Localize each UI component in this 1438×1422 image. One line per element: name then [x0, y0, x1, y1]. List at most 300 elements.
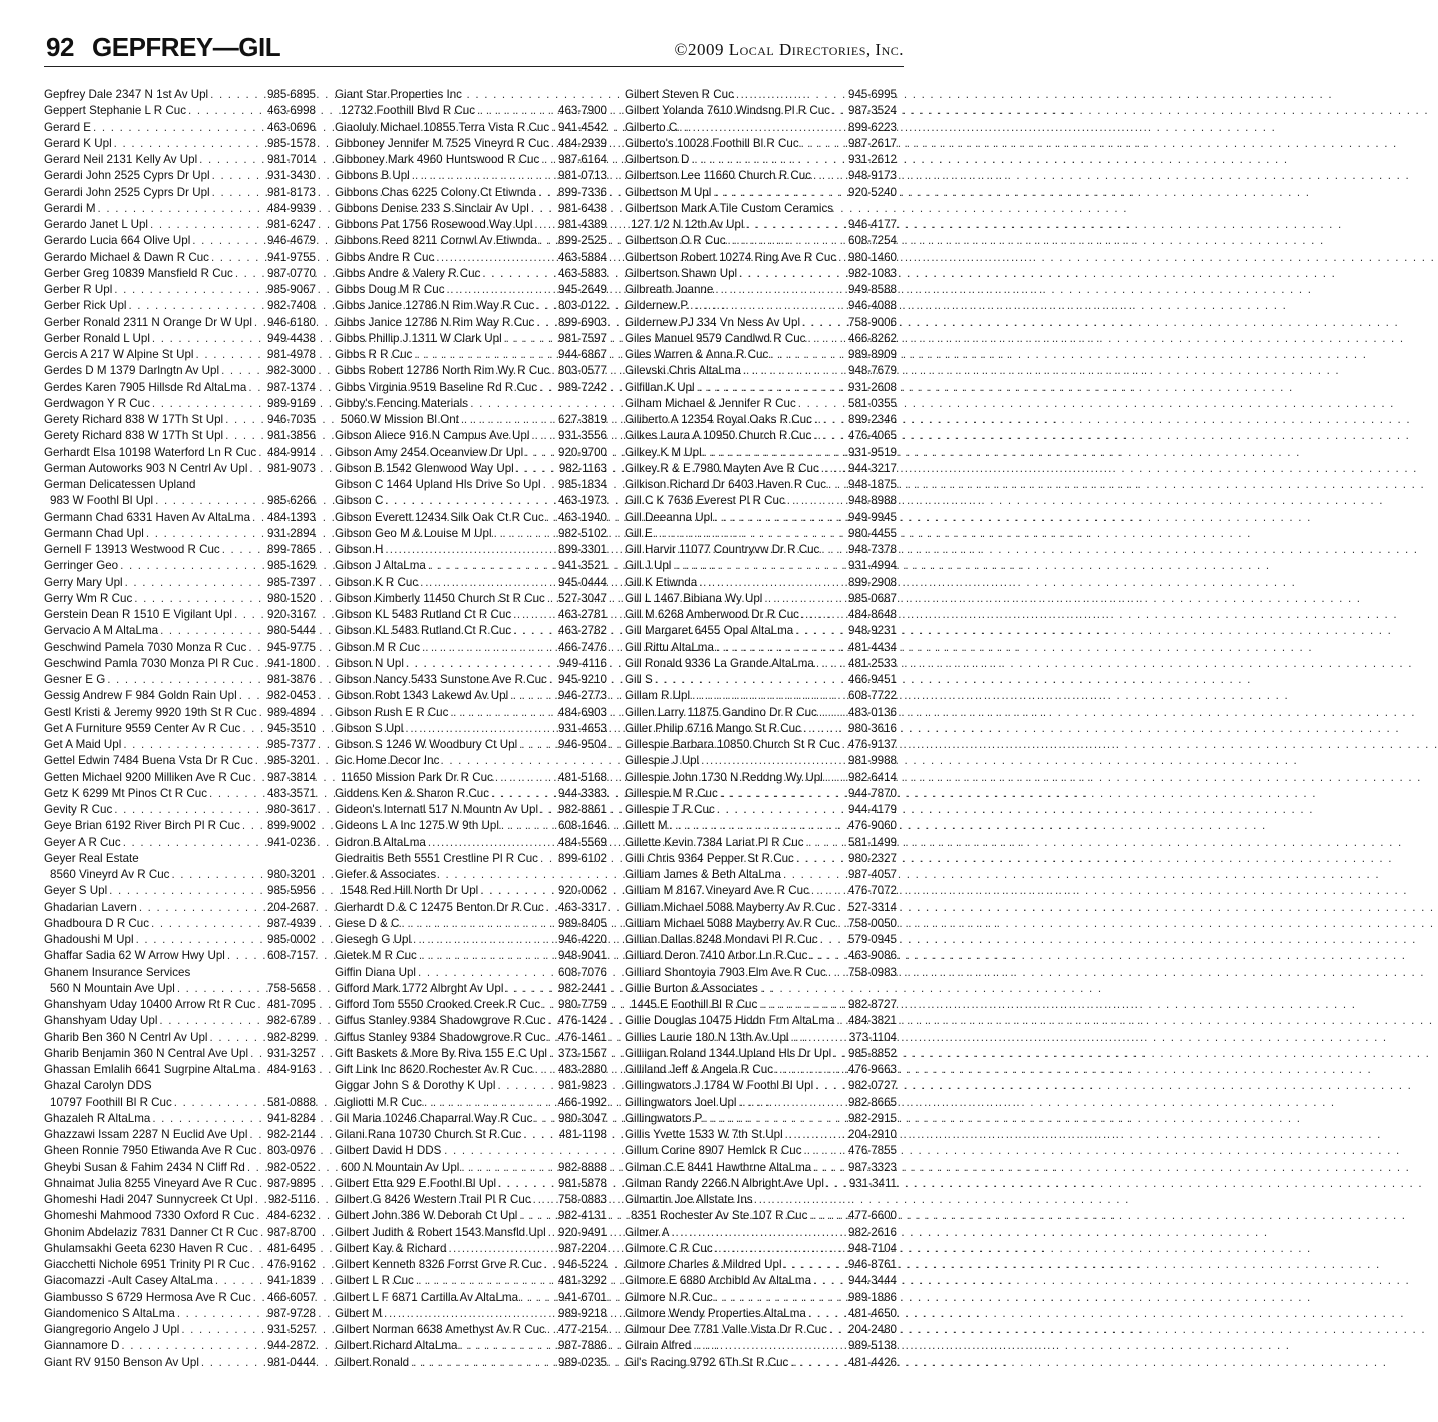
listing-phone: 803-0122: [558, 299, 607, 313]
dot-leader: [157, 1013, 267, 1029]
listing-phone: 989-8909: [848, 348, 897, 361]
listing-phone: 980-1460: [848, 250, 897, 264]
listing-name: Gibboney Jennifer M 7525 Vineyrd R Cuc: [335, 136, 549, 150]
listing-entry: [335, 818, 607, 834]
listing-phone: 989-5138: [848, 1339, 897, 1353]
listing-name: Gilmartin Joe Allstate Ins: [625, 1193, 753, 1206]
dot-leader: [426, 835, 558, 851]
listing-entry: [625, 477, 897, 493]
listing-name: Germann Chad Upl: [44, 526, 144, 540]
listing-phone: 987-3323: [848, 1160, 897, 1174]
listing-phone: 463-1940: [558, 510, 607, 524]
listing-entry: [44, 770, 316, 786]
listing-entry: [625, 916, 897, 932]
dot-leader: [544, 510, 558, 526]
listing-entry: [335, 233, 607, 249]
listing-entry: [335, 1306, 607, 1322]
listing-name: Giangregorio Angelo J Upl: [44, 1323, 180, 1336]
dot-leader: [253, 753, 267, 769]
listing-entry: [44, 981, 316, 997]
dot-leader: [514, 461, 559, 477]
page-number: 92: [46, 32, 74, 62]
listing-phone: 484-1393: [267, 510, 316, 524]
listing-phone: 985-5956: [267, 884, 316, 898]
listing-phone: 946-9504: [558, 738, 607, 751]
dot-leader: [121, 737, 267, 753]
listing-entry: [625, 1257, 897, 1273]
listing-entry: [335, 900, 607, 916]
listing-name: Giaoluly Michael 10855 Terra Vista R Cuc: [335, 120, 550, 134]
listing-heading: [44, 477, 316, 493]
listing-entry: [625, 1208, 897, 1224]
listing-phone: 476-9162: [267, 1258, 316, 1271]
dot-leader: [699, 753, 848, 769]
listing-phone: 945-3510: [267, 721, 316, 735]
dot-leader: [711, 185, 848, 201]
listing-entry: [335, 493, 607, 509]
dot-leader: [549, 120, 558, 136]
dot-leader: [383, 493, 558, 509]
listing-entry: [335, 201, 607, 217]
listing-phone: 463-2782: [558, 624, 607, 638]
listing-entry: [44, 1290, 316, 1306]
listing-phone: 985-0002: [267, 933, 316, 946]
listing-name: Ghadarian Lavern: [44, 900, 137, 914]
listing-name: Gilbert Kay & Richard: [335, 1241, 447, 1255]
listing-entry: [44, 607, 316, 623]
listing-entry: [335, 623, 607, 639]
listing-name: Gillespie Barbara 10850 Church St R Cuc: [625, 738, 840, 751]
dot-leader: [207, 786, 267, 802]
dot-leader: [826, 477, 848, 493]
listing-name: 11650 Mission Park Dr R Cuc: [341, 770, 493, 784]
listing-phone: 463-1973: [558, 494, 607, 508]
dot-leader: [796, 396, 848, 412]
listing-entry: [44, 1095, 316, 1111]
dot-leader: [538, 851, 558, 867]
listing-phone: 948-9231: [848, 624, 897, 638]
listing-phone: 982-6414: [848, 770, 897, 784]
listing-name: Gessig Andrew F 984 Goldn Rain Upl: [44, 689, 237, 703]
listing-name: Gilliam James & Beth AltaLma: [625, 868, 781, 881]
dot-leader: [121, 835, 267, 851]
listing-name: Giefer & Associates: [335, 868, 437, 881]
listing-name: Gerard E: [44, 120, 92, 134]
listing-heading: [335, 867, 607, 883]
listing-phone: 477-6600: [848, 1209, 897, 1223]
listing-entry: [335, 1338, 607, 1354]
listing-name: Giffus Stanley 9384 Shadowgrove R Cuc: [335, 1030, 546, 1044]
listing-name: Gill S: [625, 673, 653, 686]
listing-phone: 463-5884: [558, 250, 607, 264]
listing-name: Getten Michael 9200 Milliken Ave R Cuc: [44, 770, 251, 784]
listing-phone: 948-9041: [558, 949, 607, 963]
dot-leader: [190, 233, 267, 249]
dot-leader: [175, 1306, 267, 1322]
listing-phone: 982-8861: [558, 803, 607, 816]
listing-entry: [625, 851, 897, 867]
listing-name: Gilbert L F 6871 Cartilla Av AltaLma: [335, 1290, 519, 1304]
dot-leader: [782, 1257, 848, 1273]
listing-entry: [335, 168, 607, 184]
listing-name: Ghulamsakhi Geeta 6230 Haven R Cuc: [44, 1241, 248, 1255]
dot-leader: [788, 1355, 848, 1371]
listing-entry: [44, 266, 316, 282]
listing-entry: [335, 997, 607, 1013]
listing-entry: [625, 883, 897, 899]
listing-name: Gerety Richard 838 W 17Th St Upl: [44, 429, 224, 443]
listing-phone: 204-2910: [848, 1128, 897, 1141]
listing-entry: [335, 932, 607, 948]
dot-leader: [434, 250, 558, 266]
listing-entry: [625, 965, 897, 981]
listing-name: Gibson Nancy 5433 Sunstone Ave R Cuc: [335, 673, 547, 686]
listing-name: Gilliard Deron 7410 Arbor Ln R Cuc: [625, 949, 808, 963]
listing-entry: [625, 802, 897, 818]
dot-leader: [533, 1062, 558, 1078]
dot-leader: [150, 396, 267, 412]
dot-leader: [547, 672, 558, 688]
dot-leader: [688, 298, 848, 314]
listing-entry: [625, 510, 897, 526]
listing-name: Gierhardt D & C 12475 Benton Dr R Cuc: [335, 900, 544, 914]
listing-name: Gill L 1467 Bibiana Wy Upl: [625, 591, 763, 605]
listing-name: Gervacio A M AltaLma: [44, 624, 159, 638]
listing-entry: [335, 298, 607, 314]
listing-entry: [625, 1143, 897, 1159]
listing-phone: 944-7870: [848, 786, 897, 800]
listing-entry: [44, 201, 316, 217]
listing-name: Gilrain Alfred: [625, 1339, 692, 1353]
listing-phone: 608-1646: [558, 819, 607, 833]
dot-leader: [210, 185, 267, 201]
listing-name: Giles Warren & Anna R Cuc: [625, 348, 769, 361]
listing-phone: 931-5257: [267, 1323, 316, 1336]
listing-entry: [44, 1111, 316, 1127]
listing-phone: 608-7254: [848, 234, 897, 248]
listing-phone: 987-3814: [267, 770, 316, 784]
dot-leader: [809, 883, 848, 899]
listing-entry: [44, 591, 316, 607]
listing-phone: 985-0687: [848, 591, 897, 605]
listing-name: Gibson C: [335, 494, 384, 508]
listing-name: Ghazal Carolyn DDS: [44, 1079, 152, 1093]
listing-phone: 982-2616: [848, 1225, 897, 1239]
listing-name: Gilbert Yolanda 7610 Windsng Pl R Cuc: [625, 104, 830, 118]
listing-phone: 758-0883: [558, 1193, 607, 1206]
listing-name: Gibbs Robert 12786 North Rim Wy R Cuc: [335, 364, 550, 378]
listing-entry: [44, 461, 316, 477]
dot-leader: [232, 607, 267, 623]
dot-leader: [256, 1143, 267, 1159]
listing-entry: [44, 217, 316, 233]
dot-leader: [653, 526, 848, 542]
listing-entry: [335, 802, 607, 818]
listing-entry: [625, 298, 897, 314]
listing-name: Gic Home Decor Inc: [335, 754, 440, 768]
dot-leader: [518, 1290, 558, 1306]
listing-name: Ghomeshi Mahmood 7330 Oxford R Cuc: [44, 1209, 255, 1223]
listing-entry: [335, 1062, 607, 1078]
listing-phone: 481-4434: [848, 640, 897, 654]
listing-phone: 758-5658: [267, 981, 316, 995]
listing-name: Gerhardt Elsa 10198 Waterford Ln R Cuc: [44, 445, 257, 459]
listing-entry: [625, 266, 897, 282]
dot-leader: [256, 445, 267, 461]
listing-entry: [335, 136, 607, 152]
listing-name: Gilman C E 8441 Hawthrne AltaLma: [625, 1160, 812, 1174]
listing-phone: 941-0236: [267, 835, 316, 849]
listing-phone: 581-1499: [848, 835, 897, 849]
listing-entry: [44, 1225, 316, 1241]
listing-entry: [625, 282, 897, 298]
listing-name: Gillette Kevin 7384 Lariat Pl R Cuc: [625, 835, 804, 849]
listing-phone: 463-5883: [558, 266, 607, 280]
listing-name: Ghadoushi M Upl: [44, 933, 134, 946]
dot-leader: [150, 331, 267, 347]
listing-entry: [44, 1062, 316, 1078]
listing-phone: 899-7865: [267, 543, 316, 556]
listing-name: Gietek M R Cuc: [335, 949, 417, 963]
listing-name: German Autoworks 903 N Centrl Av Upl: [44, 461, 248, 475]
listing-phone: 941-3521: [558, 559, 607, 573]
listing-name: Gilkey K M Upl: [625, 445, 702, 459]
listing-phone: 982-3000: [267, 364, 316, 378]
listing-name: Get A Maid Upl: [44, 738, 122, 751]
listing-entry: [44, 445, 316, 461]
dot-leader: [508, 688, 558, 704]
listing-name: Gerber Rick Upl: [44, 299, 127, 313]
dot-leader: [426, 558, 558, 574]
listing-name: Gillies Laurie 180 N 13th Av Upl: [625, 1030, 789, 1044]
listing-phone: 982-5116: [267, 1193, 316, 1206]
listing-phone: 981-9073: [267, 461, 316, 475]
listing-name: Gerety Richard 838 W 17Th St Upl: [44, 413, 224, 426]
listing-phone: 899-2346: [848, 413, 897, 426]
dot-leader: [475, 103, 558, 119]
listing-entry: [625, 623, 897, 639]
dot-leader: [150, 1111, 267, 1127]
listing-phone: 987-4939: [267, 916, 316, 930]
dot-leader: [813, 1078, 848, 1094]
listing-heading: [335, 1143, 607, 1159]
dot-leader: [534, 298, 558, 314]
listing-entry: [335, 607, 607, 623]
listing-name: Gilbertson Lee 11660 Church R Cuc: [625, 169, 812, 183]
listing-phone: 981-7014: [267, 153, 316, 166]
listing-name: Gift Baskets & More By Riva 155 E C Upl: [335, 1046, 547, 1060]
listing-phone: 920-0062: [558, 884, 607, 898]
listing-phone: 948-9173: [848, 169, 897, 183]
dot-leader: [383, 542, 558, 558]
listing-name: Gerdwagon Y R Cuc: [44, 396, 150, 410]
listing-name: Gilbert Judith & Robert 1543 Mansfld Upl: [335, 1225, 546, 1239]
dot-leader: [540, 997, 558, 1013]
listing-name: Gerry Mary Upl: [44, 575, 123, 589]
dot-leader: [805, 331, 848, 347]
listing-phone: 987-3524: [848, 104, 897, 118]
listing-phone: 463-3317: [558, 900, 607, 914]
dot-leader: [258, 1225, 267, 1241]
listing-column-3: [625, 87, 897, 1371]
listing-name: Gerardo Janet L Upl: [44, 218, 148, 231]
listing-name: Gilbreath Joanne: [625, 283, 714, 296]
listing-phone: 941-4542: [558, 120, 607, 134]
listing-name: Gildernew P: [625, 299, 689, 313]
listing-phone: 982-1163: [558, 461, 607, 475]
listing-phone: 982-2144: [267, 1128, 316, 1141]
listing-entry: [625, 786, 897, 802]
dot-leader: [446, 1241, 558, 1257]
listing-entry: [335, 250, 607, 266]
listing-entry: [625, 1306, 897, 1322]
listing-entry: [335, 705, 607, 721]
dot-leader: [713, 510, 848, 526]
dot-leader: [531, 1192, 558, 1208]
listing-entry: [625, 461, 897, 477]
listing-name: Gilbertson Shawn Upl: [625, 266, 738, 280]
listing-name: Ghomeshi Hadi 2047 Sunnycreek Ct Upl: [44, 1193, 253, 1206]
listing-entry: [625, 1290, 897, 1306]
listing-name: Giant RV 9150 Benson Av Upl: [44, 1355, 199, 1369]
listing-entry: [625, 1176, 897, 1192]
listing-phone: 987-2617: [848, 136, 897, 150]
dot-leader: [726, 233, 848, 249]
dot-leader: [112, 282, 267, 298]
listing-phone: 989-9169: [267, 396, 316, 410]
dot-leader: [835, 900, 848, 916]
listing-name: Gill Ronald 9336 La Grande AltaLma: [625, 656, 814, 670]
dot-leader: [539, 152, 558, 168]
listing-phone: 527-3314: [848, 900, 897, 914]
listing-name: 600 N Mountain Av Upl: [341, 1160, 460, 1174]
dot-leader: [255, 1062, 267, 1078]
dot-leader: [412, 347, 558, 363]
listing-name: Gillie Douglas 10475 Hiddn Frm AltaLma: [625, 1014, 835, 1028]
listing-name: Gerringer Geo: [44, 559, 119, 573]
dot-leader: [702, 1111, 848, 1127]
listing-entry: [44, 542, 316, 558]
dot-leader: [493, 770, 558, 786]
listing-phone: 476-4065: [848, 429, 897, 443]
listing-name: Gerard Neil 2131 Kelly Av Upl: [44, 153, 198, 166]
listing-entry: [44, 558, 316, 574]
listing-name: Gillespie J Upl: [625, 754, 700, 768]
listing-name: Gilevski Chris AltaLma: [625, 364, 741, 378]
listing-entry: [44, 347, 316, 363]
listing-phone: 476-9137: [848, 738, 897, 751]
listing-phone: 944-2872: [267, 1339, 316, 1353]
listing-phone: 946-4679: [267, 234, 316, 248]
listing-name: Gibson KL 5483 Rutland Ct R Cuc: [335, 624, 512, 638]
listing-entry: [625, 1030, 897, 1046]
listing-name: Gibson KL 5483 Rutland Ct R Cuc: [335, 608, 512, 621]
dot-leader: [801, 721, 848, 737]
listing-name: Gillespie John 1730 N Reddng Wy Upl: [625, 770, 823, 784]
listing-phone: 980-2327: [848, 851, 897, 865]
listing-entry: [625, 1111, 897, 1127]
dot-leader: [690, 688, 848, 704]
listing-name: Gerdes D M 1379 Darlngtn Av Upl: [44, 364, 220, 378]
listing-name: Gill Margaret 6455 Opal AltaLma: [625, 624, 794, 638]
listing-phone: 481-7095: [267, 998, 316, 1011]
listing-name: Gillespie T R Cuc: [625, 803, 715, 816]
listing-name: Giggar John S & Dorothy K Upl: [335, 1079, 496, 1093]
listing-name: Gernell F 13913 Westwood R Cuc: [44, 543, 220, 556]
listing-phone: 981-9988: [848, 754, 897, 768]
dot-leader: [532, 217, 558, 233]
dot-leader: [814, 656, 848, 672]
dot-leader: [255, 997, 267, 1013]
listing-phone: 987-0770: [267, 266, 316, 280]
dot-leader: [691, 1338, 848, 1354]
dot-leader: [714, 640, 848, 656]
listing-phone: 758-0983: [848, 965, 897, 979]
listing-phone: 985-1834: [558, 478, 607, 491]
dot-leader: [785, 493, 848, 509]
listing-entry: [625, 1046, 897, 1062]
listing-name: Gifford Mark 1772 Albrght Av Upl: [335, 981, 504, 995]
dot-leader: [511, 607, 558, 623]
listing-entry: [44, 721, 316, 737]
listing-name: Gerber R Upl: [44, 283, 113, 296]
listing-name: 12732 Foothill Blvd R Cuc: [341, 104, 476, 118]
listing-phone: 944-3217: [848, 461, 897, 475]
listing-entry: [44, 1338, 316, 1354]
dot-leader: [247, 1127, 267, 1143]
listing-name: Gifford Tom 5550 Crooked Creek R Cuc: [335, 998, 541, 1011]
listing-phone: 463-0696: [267, 120, 316, 134]
dot-leader: [669, 1225, 848, 1241]
dot-leader: [149, 916, 267, 932]
listing-phone: 481-4650: [848, 1306, 897, 1320]
dot-leader: [818, 932, 848, 948]
listing-phone: 948-7679: [848, 364, 897, 378]
dot-leader: [788, 1030, 848, 1046]
dot-leader: [768, 347, 848, 363]
listing-entry: [44, 526, 316, 542]
listing-name: Gilbertson M Upl: [625, 185, 712, 199]
dot-leader: [547, 1046, 558, 1062]
listing-name: Gilbert David H DDS: [335, 1144, 442, 1158]
listing-name: Gibbons Reed 8211 Cornwl Av Etiwnda: [335, 234, 537, 248]
listing-entry: [335, 1030, 607, 1046]
listing-entry: [625, 640, 897, 656]
listing-name: Ghnaimat Julia 8255 Vineyard Ave R Cuc: [44, 1176, 257, 1190]
listing-entry: [335, 688, 607, 704]
listing-phone: 931-2612: [848, 153, 897, 166]
listing-phone: 463-2781: [558, 608, 607, 621]
listing-name: Gibbons Pat 1756 Rosewood Way Upl: [335, 218, 533, 231]
listing-phone: 941-1800: [267, 656, 316, 670]
listing-phone: 484-2939: [558, 136, 607, 150]
listing-name: Gibbs Virginia 9519 Baseline Rd R Cuc: [335, 380, 538, 394]
listing-phone: 980-4455: [848, 526, 897, 540]
listing-phone: 989-8405: [558, 916, 607, 930]
listing-phone: 899-3301: [558, 543, 607, 556]
listing-entry: [625, 737, 897, 753]
dot-leader: [757, 997, 848, 1013]
listing-column-1: [44, 87, 316, 1371]
dot-leader: [132, 591, 267, 607]
listing-phone: 946-6180: [267, 315, 316, 329]
listing-entry: [44, 753, 316, 769]
listing-phone: 931-4653: [558, 721, 607, 735]
listing-entry: [335, 315, 607, 331]
listing-name: Gerry Wm R Cuc: [44, 591, 133, 605]
listing-name: Giacchetti Nichole 6951 Trinity Pl R Cuc: [44, 1258, 250, 1271]
listing-entry: [335, 916, 607, 932]
